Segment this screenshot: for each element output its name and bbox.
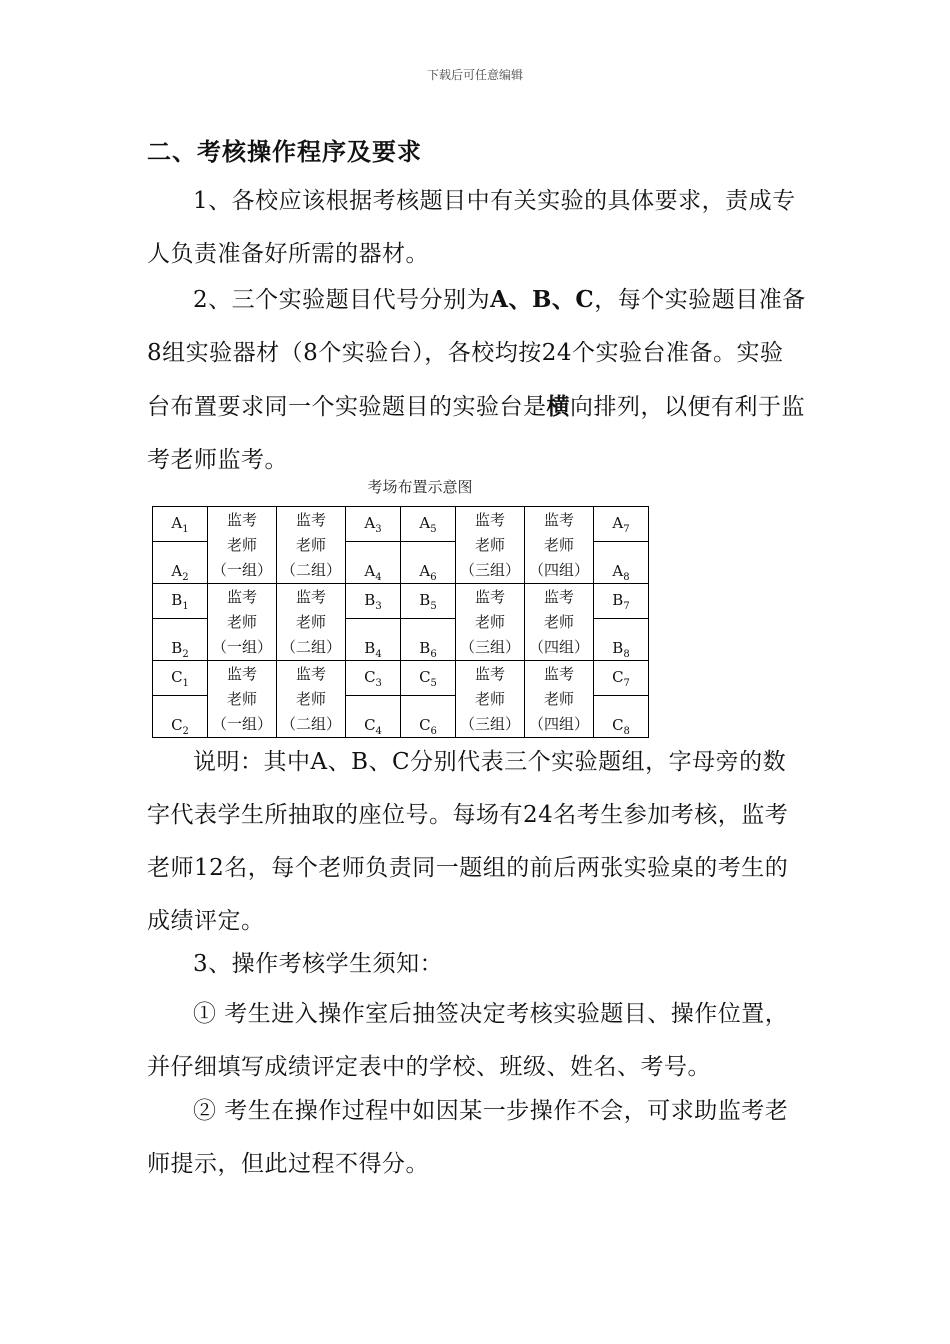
teacher-group: （一组）: [211, 637, 272, 656]
seat-number: 7: [623, 523, 630, 535]
seat-letter: A: [419, 562, 431, 580]
seat-number: 6: [430, 649, 437, 660]
seat-letter: B: [171, 590, 183, 609]
seat-number: 7: [623, 600, 630, 612]
seat-letter: A: [171, 513, 183, 532]
teacher-group: （三组）: [459, 637, 520, 656]
teacher-label: 老师: [474, 535, 505, 554]
teacher-label: 老师: [543, 612, 574, 631]
paragraph-1: 1、各校应该根据考核题目中有关实验的具体要求，责成专人负责准备好所需的器材。: [147, 188, 796, 267]
seat-cell: [346, 661, 401, 696]
teacher-cell: [525, 584, 594, 661]
seat-letter: B: [419, 590, 431, 609]
teacher-group: （三组）: [459, 714, 520, 733]
seat-letter: A: [364, 562, 376, 580]
seat-cell: [401, 619, 456, 661]
seat-cell: [346, 696, 401, 738]
seat-letter: C: [612, 716, 624, 734]
seat-cell: [346, 542, 401, 584]
seat-number: 4: [375, 572, 382, 583]
seat-number: 1: [182, 523, 189, 535]
page-header: 下载后可任意编辑: [426, 68, 523, 82]
paragraph-4: 3、操作考核学生须知：: [193, 951, 444, 977]
seat-cell: [594, 507, 649, 542]
seat-letter: B: [364, 590, 376, 609]
teacher-label: 老师: [543, 689, 574, 708]
seat-cell: [153, 661, 208, 696]
section-heading: 二、考核操作程序及要求: [147, 138, 422, 166]
seat-cell: [346, 584, 401, 619]
teacher-cell: [277, 584, 346, 661]
seat-number: 1: [182, 677, 189, 689]
teacher-label: 老师: [226, 612, 257, 631]
teacher-label: 老师: [226, 535, 257, 554]
teacher-group: （三组）: [459, 560, 520, 579]
teacher-label: 监考: [226, 510, 257, 529]
seat-letter: B: [171, 639, 183, 657]
seat-number: 2: [182, 649, 189, 660]
paragraph-6: ② 考生在操作过程中如因某一步操作不会，可求助监考老师提示，但此过程不得分。: [147, 1098, 789, 1177]
teacher-group: （四组）: [528, 560, 589, 579]
seat-letter: C: [419, 667, 431, 686]
seat-letter: A: [612, 562, 624, 580]
teacher-cell: [277, 661, 346, 738]
seat-letter: C: [171, 667, 183, 686]
seat-letter: C: [171, 716, 183, 734]
layout-row-top: [153, 661, 649, 696]
seat-letter: A: [171, 562, 183, 580]
teacher-label: 监考: [474, 510, 505, 529]
seat-number: 8: [623, 572, 630, 583]
diagram-caption: 考场布置示意图: [367, 478, 473, 496]
seat-letter: C: [364, 667, 376, 686]
seat-letter: A: [364, 513, 376, 532]
teacher-cell: [525, 507, 594, 584]
paragraph-2-part-a: 2、三个实验题目代号分别为: [193, 287, 491, 313]
paragraph-2: [147, 273, 807, 487]
seat-number: 2: [182, 726, 189, 737]
seat-cell: [401, 661, 456, 696]
seat-number: 8: [623, 726, 630, 737]
paragraph-5: ① 考生进入操作室后抽签决定考核实验题目、操作位置，并仔细填写成绩评定表中的学校、班级、姓名、考号。: [147, 1001, 789, 1080]
teacher-cell: [208, 507, 277, 584]
seat-number: 1: [182, 600, 189, 612]
teacher-label: 监考: [226, 587, 257, 606]
teacher-group: （一组）: [211, 714, 272, 733]
seat-letter: B: [419, 639, 431, 657]
seat-cell: [594, 696, 649, 738]
seat-number: 3: [375, 600, 382, 612]
seat-letter: B: [612, 639, 624, 657]
seat-number: 5: [430, 677, 437, 689]
layout-row-top: [153, 584, 649, 619]
seat-cell: [153, 584, 208, 619]
teacher-cell: [208, 584, 277, 661]
teacher-label: 老师: [226, 689, 257, 708]
teacher-cell: [208, 661, 277, 738]
seat-letter: A: [419, 513, 431, 532]
seat-cell: [153, 507, 208, 542]
seat-number: 5: [430, 600, 437, 612]
teacher-label: 老师: [474, 612, 505, 631]
seat-cell: [153, 696, 208, 738]
layout-row-top: [153, 507, 649, 542]
seat-cell: [594, 661, 649, 696]
teacher-cell: [525, 661, 594, 738]
seat-number: 6: [430, 726, 437, 737]
seat-letter: B: [612, 590, 624, 609]
seat-number: 5: [430, 523, 437, 535]
seat-cell: [153, 542, 208, 584]
seat-number: 7: [623, 677, 630, 689]
teacher-label: 监考: [295, 587, 326, 606]
seat-number: 2: [182, 572, 189, 583]
paragraph-2-emphasis: 横: [546, 393, 570, 420]
seat-cell: [401, 696, 456, 738]
seat-number: 4: [375, 726, 382, 737]
teacher-label: 监考: [226, 664, 257, 683]
teacher-group: （四组）: [528, 637, 589, 656]
teacher-cell: [456, 661, 525, 738]
seat-number: 4: [375, 649, 382, 660]
seat-cell: [346, 507, 401, 542]
seat-cell: [401, 542, 456, 584]
teacher-cell: [456, 507, 525, 584]
teacher-label: 监考: [543, 587, 574, 606]
seat-number: 8: [623, 649, 630, 660]
teacher-label: 监考: [474, 664, 505, 683]
teacher-group: （四组）: [528, 714, 589, 733]
teacher-cell: [456, 584, 525, 661]
teacher-cell: [277, 507, 346, 584]
exam-room-layout-table: [152, 506, 649, 738]
teacher-group: （二组）: [280, 637, 341, 656]
teacher-group: （一组）: [211, 560, 272, 579]
teacher-group: （二组）: [280, 714, 341, 733]
paragraph-3: 说明：其中A、B、C分别代表三个实验题组，字母旁的数字代表学生所抽取的座位号。每场有24名考生参加考核，监考老师12名，每个老师负责同一题组的前后两张实验桌的考生的成绩评定。: [147, 749, 789, 934]
seat-letter: C: [612, 667, 624, 686]
teacher-label: 监考: [543, 510, 574, 529]
seat-cell: [594, 584, 649, 619]
paragraph-2-part-c: ，每个实验题目准备8组实验器材（8个实验台），各校均按24个实验台准备。实验台布置要求同一个实验题目的实验台是: [147, 287, 806, 420]
seat-letter: C: [364, 716, 376, 734]
seat-cell: [346, 619, 401, 661]
seat-cell: [401, 584, 456, 619]
teacher-label: 老师: [295, 535, 326, 554]
teacher-label: 监考: [295, 510, 326, 529]
seat-letter: B: [364, 639, 376, 657]
seat-cell: [594, 542, 649, 584]
paragraph-2-codes: A、B、C: [490, 286, 595, 313]
teacher-label: 老师: [295, 612, 326, 631]
teacher-label: 监考: [295, 664, 326, 683]
teacher-label: 老师: [543, 535, 574, 554]
seat-cell: [153, 619, 208, 661]
seat-cell: [594, 619, 649, 661]
teacher-group: （二组）: [280, 560, 341, 579]
seat-letter: A: [612, 513, 624, 532]
paragraph-2-part-e: 向排列，以便有利于监考老师监考。: [147, 394, 805, 473]
seat-letter: C: [419, 716, 431, 734]
seat-number: 3: [375, 523, 382, 535]
teacher-label: 监考: [474, 587, 505, 606]
teacher-label: 监考: [543, 664, 574, 683]
seat-cell: [401, 507, 456, 542]
seat-number: 6: [430, 572, 437, 583]
seat-number: 3: [375, 677, 382, 689]
teacher-label: 老师: [295, 689, 326, 708]
teacher-label: 老师: [474, 689, 505, 708]
